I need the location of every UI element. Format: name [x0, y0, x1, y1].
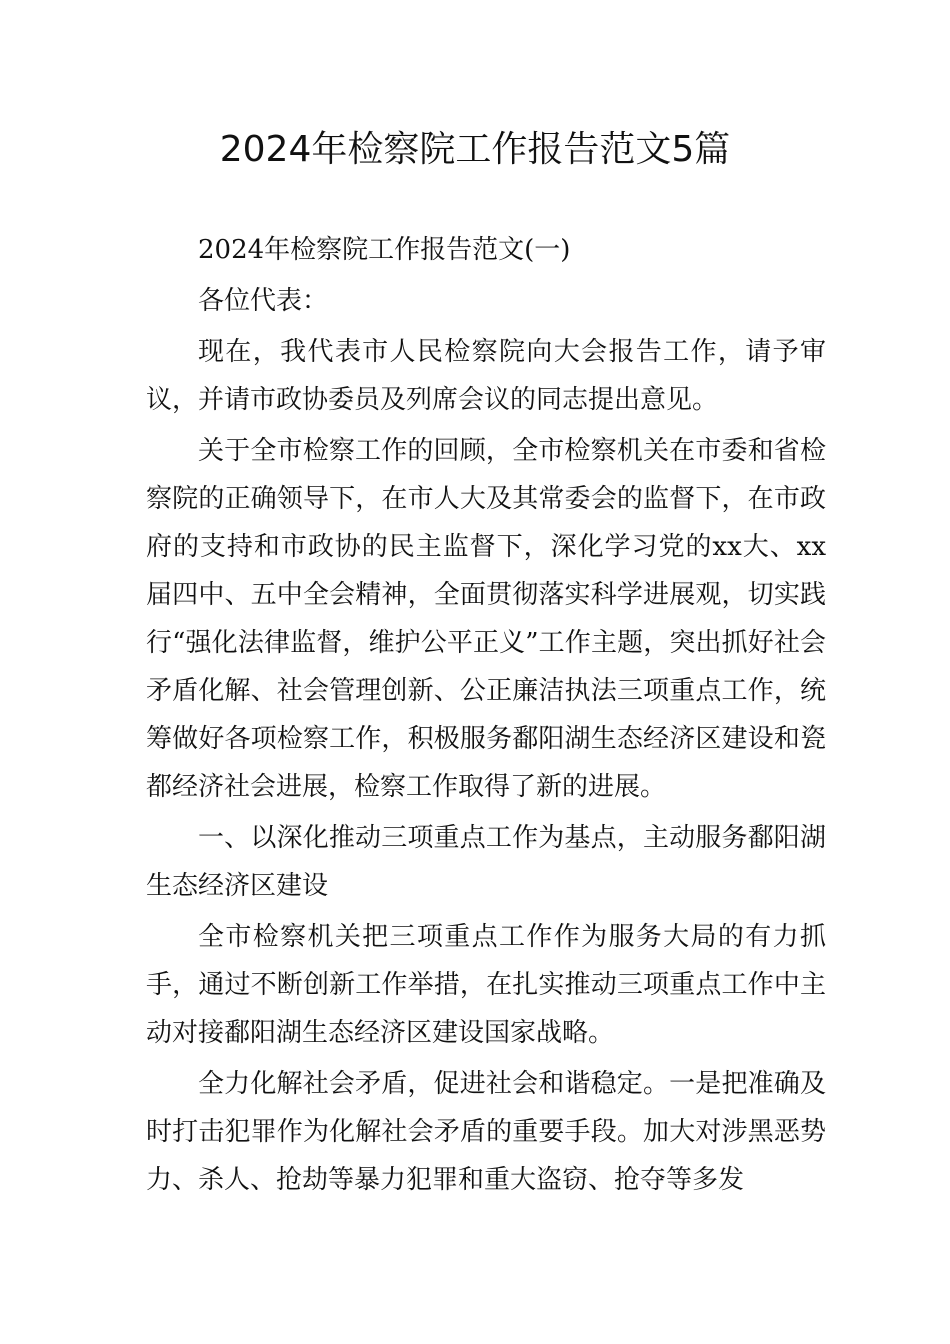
- section-subtitle: 2024年检察院工作报告范文(一): [198, 235, 571, 265]
- document-body: [146, 226, 826, 1207]
- salutation: 各位代表：: [198, 286, 329, 316]
- paragraph: 关于全市检察工作的回顾，全市检察机关在市委和省检察院的正确领导下，在市人大及其常委会的监督下，在市政府的支持和市政协的民主监督下，深化学习党的xx大、xx届四中、五中全会精神，全面贯彻落实科学进展观，切实践行“强化法律监督，维护公平正义”工作主题，突出抓好社会矛盾化解、社会管理创新、公正廉洁执法三项重点工作，统筹做好各项检察工作，积极服务鄱阳湖生态经济区建设和瓷都经济社会进展，检察工作取得了新的进展。: [146, 436, 826, 802]
- section-heading: 一、以深化推动三项重点工作为基点，主动服务鄱阳湖生态经济区建设: [146, 823, 826, 901]
- document-title: 2024年检察院工作报告范文5篇: [219, 129, 731, 170]
- paragraph: 全力化解社会矛盾，促进社会和谐稳定。一是把准确及时打击犯罪作为化解社会矛盾的重要手段。加大对涉黑恶势力、杀人、抢劫等暴力犯罪和重大盗窃、抢夺等多发: [146, 1069, 826, 1195]
- paragraph: 现在，我代表市人民检察院向大会报告工作，请予审议，并请市政协委员及列席会议的同志提出意见。: [146, 337, 826, 415]
- paragraph: 全市检察机关把三项重点工作作为服务大局的有力抓手，通过不断创新工作举措，在扎实推动三项重点工作中主动对接鄱阳湖生态经济区建设国家战略。: [146, 922, 826, 1048]
